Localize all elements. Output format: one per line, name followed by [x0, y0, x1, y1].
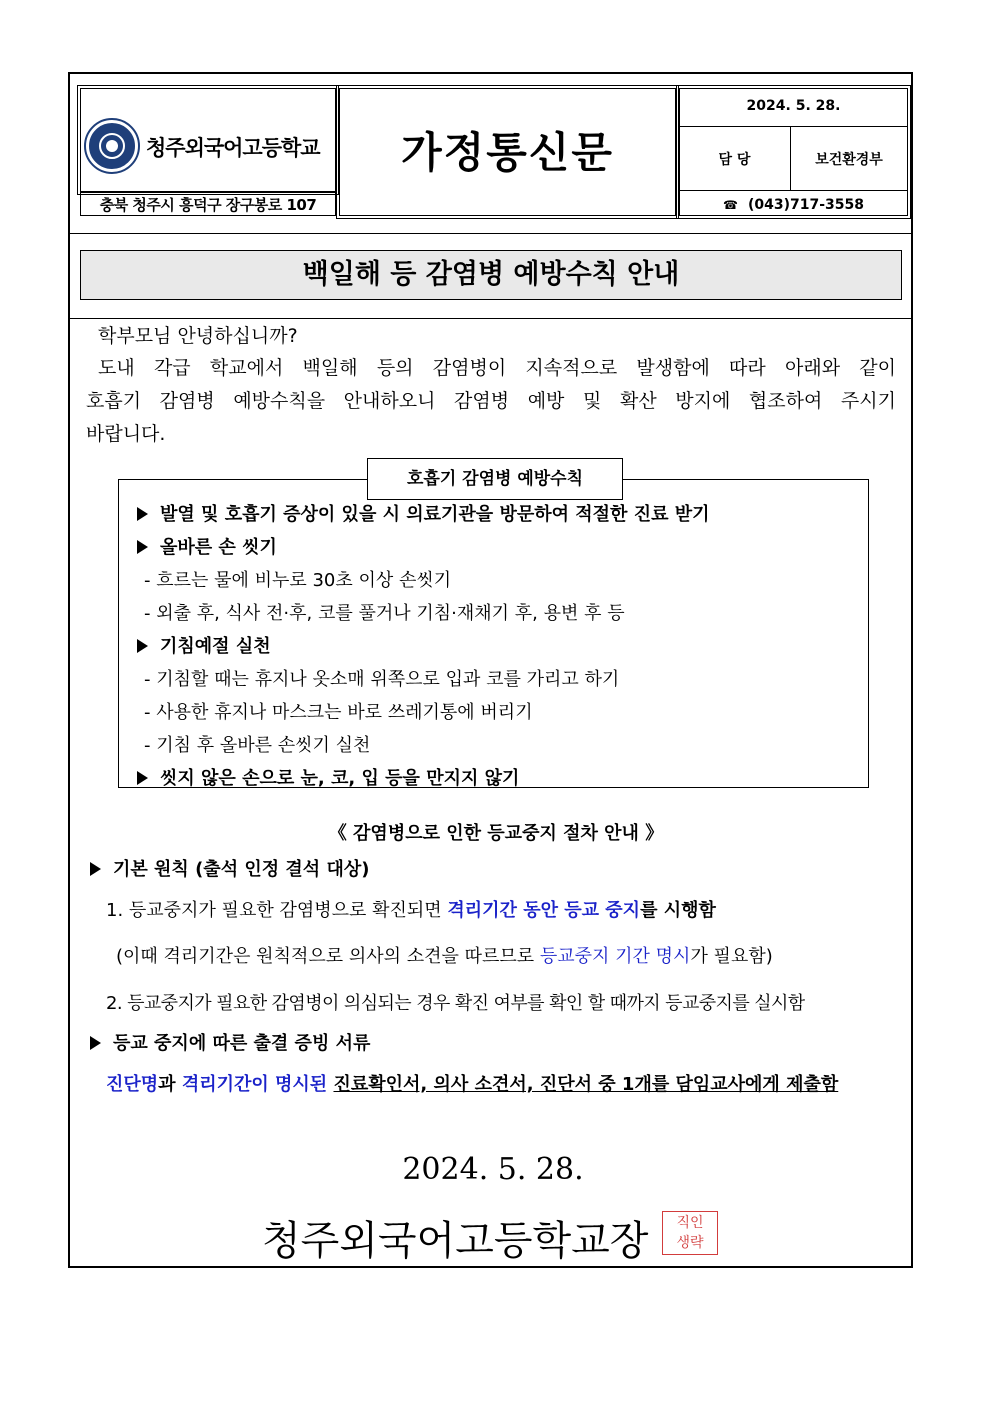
- triangle-bullet-icon: [90, 862, 101, 876]
- triangle-bullet-icon: [137, 639, 148, 653]
- table-divider: [679, 190, 908, 191]
- principle-2: 2. 등교중지가 필요한 감염병이 의심되는 경우 확진 여부를 확인 할 때까지 등교중지를 실시함: [106, 993, 805, 1014]
- triangle-bullet-icon: [137, 507, 148, 521]
- prevention-rules-title: 호흡기 감염병 예방수칙: [367, 458, 623, 500]
- intro-line-3: 바랍니다.: [86, 423, 166, 445]
- school-address: 충북 청주시 흥덕구 장구봉로 107: [80, 192, 336, 216]
- divider: [68, 233, 913, 234]
- rule-item-2: 올바른 손 씻기: [137, 533, 277, 559]
- triangle-bullet-icon: [137, 540, 148, 554]
- table-divider: [679, 126, 908, 127]
- principle-1-note: (이때 격리기간은 원칙적으로 의사의 소견을 따르므로 등교중지 기간 명시가 필요함): [116, 946, 773, 967]
- main-title: 백일해 등 감염병 예방수칙 안내: [80, 250, 902, 300]
- phone-number: (043)717-3558: [747, 197, 864, 213]
- rule-item-3: 기침예절 실천: [137, 632, 271, 658]
- principle-heading: 기본 원칙 (출석 인정 결석 대상): [90, 855, 369, 881]
- divider: [68, 318, 913, 319]
- contact-label: 담 당: [718, 152, 751, 168]
- document-type-title: 가정통신문: [339, 88, 676, 216]
- principle-1: 1. 등교중지가 필요한 감염병으로 확진되면 격리기간 동안 등교 중지를 시행함: [106, 900, 716, 921]
- telephone-icon: ☎: [723, 198, 738, 212]
- rule-item-4: 씻지 않은 손으로 눈, 코, 입 등을 만지지 않기: [137, 764, 519, 790]
- documents-heading: 등교 중지에 따른 출결 증빙 서류: [90, 1029, 370, 1055]
- footer-date: 2024. 5. 28.: [402, 1152, 584, 1187]
- intro-line-1: 도내 각급 학교에서 백일해 등의 감염병이 지속적으로 발생함에 따라 아래와 같이: [98, 357, 896, 379]
- rule-item-2-sub-2: - 외출 후, 식사 전·후, 코를 풀거나 기침·재채기 후, 용변 후 등: [144, 603, 625, 624]
- rule-item-3-sub-2: - 사용한 휴지나 마스크는 바로 쓰레기통에 버리기: [144, 702, 533, 723]
- rule-item-2-sub-1: - 흐르는 물에 비누로 30초 이상 손씻기: [144, 570, 452, 591]
- issue-date: 2024. 5. 28.: [746, 98, 841, 114]
- triangle-bullet-icon: [90, 1036, 101, 1050]
- rule-item-3-sub-1: - 기침할 때는 휴지나 옷소매 위쪽으로 입과 코를 가리고 하기: [144, 669, 620, 690]
- rule-item-3-sub-3: - 기침 후 올바른 손씻기 실천: [144, 735, 371, 756]
- signer-name: 청주외국어고등학교장: [262, 1218, 649, 1264]
- intro-line-2: 호흡기 감염병 예방수칙을 안내하오니 감염병 예방 및 확산 방지에 협조하여 주시기: [86, 390, 896, 412]
- greeting: 학부모님 안녕하십니까?: [98, 325, 298, 347]
- documents-line: 진단명과 격리기간이 명시된 진료확인서, 의사 소견서, 진단서 중 1개를 담임교사에게 제출함: [106, 1074, 839, 1095]
- department: 보건환경부: [815, 152, 883, 168]
- school-name: 청주외국어고등학교: [146, 136, 320, 160]
- procedure-title: 《 감염병으로 인한 등교중지 절차 안내 》: [328, 823, 664, 844]
- phone-row: [679, 197, 908, 213]
- triangle-bullet-icon: [137, 771, 148, 785]
- rule-item-1: 발열 및 호흡기 증상이 있을 시 의료기관을 방문하여 적절한 진료 받기: [137, 500, 710, 526]
- school-logo-icon: [86, 120, 138, 172]
- seal-omitted-stamp: 직인 생략: [662, 1211, 718, 1255]
